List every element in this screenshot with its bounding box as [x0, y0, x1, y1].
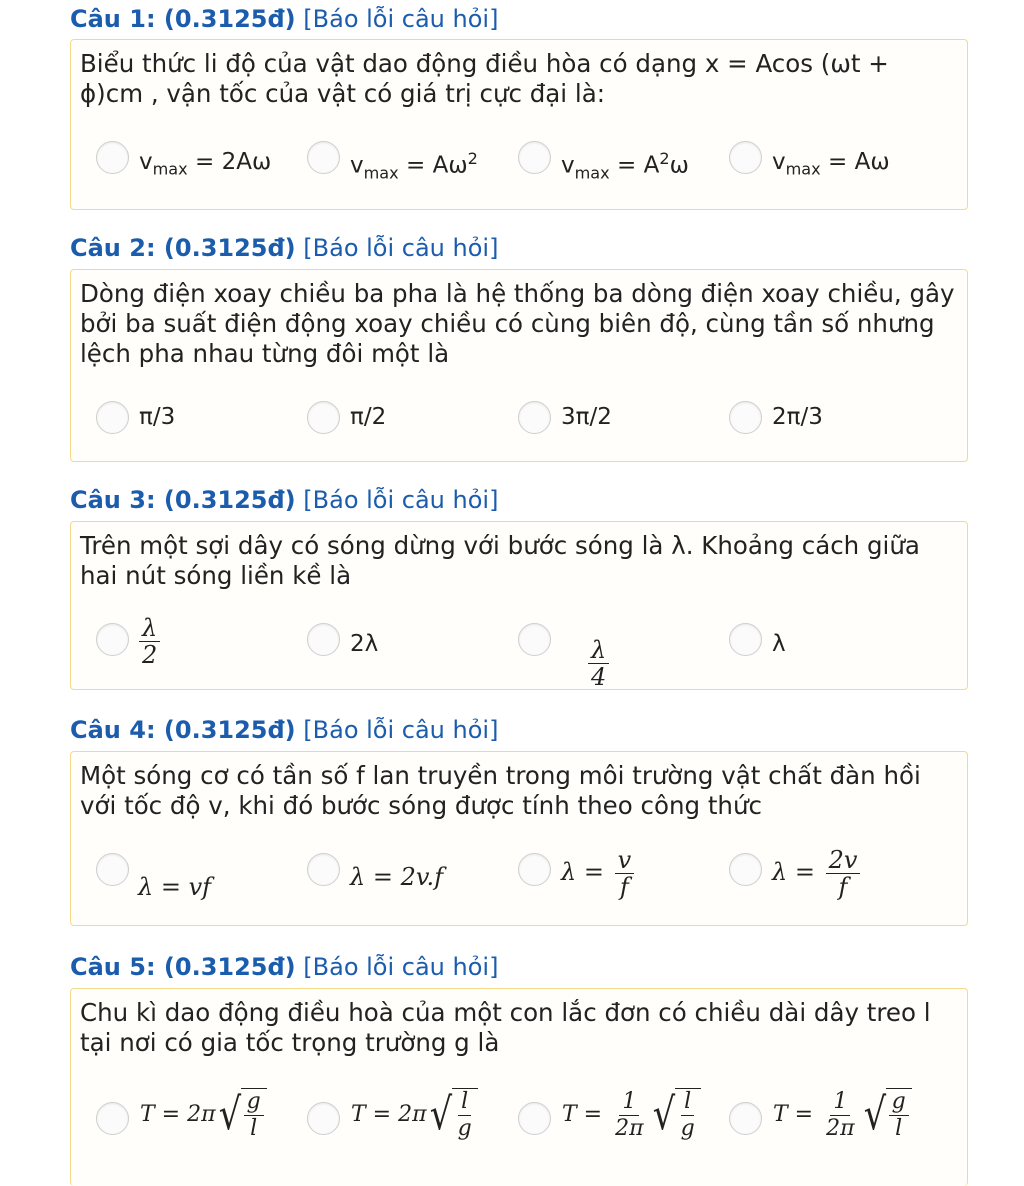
question-5-header [70, 953, 498, 981]
option-label: T = $\frac{1}{2\pi}$ √ $\frac{g}{l}$ [773, 1088, 912, 1142]
report-error-link[interactable]: [Báo lỗi câu hỏi] [303, 5, 499, 33]
option-label: T = 2π √ $\frac{g}{l}$ [140, 1088, 267, 1142]
question-2-header [70, 234, 498, 262]
option-label: 2π/3 [772, 404, 823, 430]
option-label: λ [772, 631, 786, 657]
radio-button[interactable] [96, 1102, 129, 1135]
radio-button[interactable] [307, 623, 340, 656]
option-label: π/3 [139, 404, 176, 430]
option-label: T = 2π √ $\frac{l}{g}$ [351, 1088, 478, 1142]
option-label: 3π/2 [561, 404, 612, 430]
radio-button[interactable] [729, 1102, 762, 1135]
option-label: π/2 [350, 404, 387, 430]
radio-button[interactable] [729, 141, 762, 174]
question-2-box [70, 269, 968, 462]
option-label: λ = $\frac{2v}{f}$ [772, 847, 863, 900]
radio-button[interactable] [307, 401, 340, 434]
report-error-link[interactable]: [Báo lỗi câu hỏi] [303, 234, 499, 262]
option-label: $\frac{\lambda}{4}$ [585, 637, 612, 690]
question-1-header [70, 5, 498, 33]
radio-button[interactable] [518, 1102, 551, 1135]
radio-button[interactable] [96, 623, 129, 656]
radio-button[interactable] [729, 401, 762, 434]
radio-button[interactable] [307, 141, 340, 174]
option-label: $v_{max} = A\omega^2$ [350, 149, 478, 183]
question-3-box [70, 521, 968, 690]
option-label: T = $\frac{1}{2\pi}$ √ $\frac{l}{g}$ [562, 1088, 701, 1142]
question-title: Câu 5: (0.3125đ) [70, 953, 296, 981]
option-label: λ = vf [138, 873, 212, 901]
radio-button[interactable] [518, 853, 551, 886]
question-text: Chu kì dao động điều hoà của một con lắc đơn có chiều dài dây treo l tại nơi có gia tốc trọng trường g là [80, 998, 931, 1057]
question-text: Biểu thức li độ của vật dao động điều hòa có dạng x = Acos (ωt + ϕ)cm , vận tốc của vật có giá trị cực đại là: [80, 49, 889, 108]
question-3-header [70, 486, 498, 514]
question-1-box [70, 39, 968, 210]
radio-button[interactable] [729, 623, 762, 656]
option-label: λ = $\frac{v}{f}$ [561, 847, 637, 900]
option-label: $\frac{\lambda}{2}$ [136, 615, 163, 668]
radio-button[interactable] [96, 401, 129, 434]
radio-button[interactable] [96, 141, 129, 174]
option-label: $v_{max} = A\omega$ [772, 149, 890, 179]
option-label: 2λ [350, 631, 379, 657]
option-label: $v_{max} = 2A\omega$ [139, 149, 272, 179]
radio-button[interactable] [729, 853, 762, 886]
question-text: Trên một sợi dây có sóng dừng với bước sóng là λ. Khoảng cách giữa hai nút sóng liền kề là [80, 531, 920, 590]
radio-button[interactable] [307, 853, 340, 886]
report-error-link[interactable]: [Báo lỗi câu hỏi] [303, 486, 499, 514]
question-title: Câu 3: (0.3125đ) [70, 486, 296, 514]
question-4-box [70, 751, 968, 926]
report-error-link[interactable]: [Báo lỗi câu hỏi] [303, 953, 499, 981]
radio-button[interactable] [96, 853, 129, 886]
radio-button[interactable] [518, 141, 551, 174]
report-error-link[interactable]: [Báo lỗi câu hỏi] [303, 716, 499, 744]
question-4-header [70, 716, 498, 744]
question-title: Câu 2: (0.3125đ) [70, 234, 296, 262]
option-label: λ = 2v.f [350, 863, 444, 891]
radio-button[interactable] [518, 623, 551, 656]
question-5-box [70, 988, 968, 1186]
option-label: $v_{max} = A^2\omega$ [561, 149, 689, 183]
question-title: Câu 1: (0.3125đ) [70, 5, 296, 33]
question-text: Một sóng cơ có tần số f lan truyền trong môi trường vật chất đàn hồi với tốc độ v, khi đó bước sóng được tính theo công thức [80, 761, 921, 820]
radio-button[interactable] [518, 401, 551, 434]
radio-button[interactable] [307, 1102, 340, 1135]
question-title: Câu 4: (0.3125đ) [70, 716, 296, 744]
question-text: Dòng điện xoay chiều ba pha là hệ thống ba dòng điện xoay chiều, gây bởi ba suất điện động xoay chiều có cùng biên độ, cùng tần số nhưng lệch pha nhau từng đôi một là [80, 279, 955, 368]
